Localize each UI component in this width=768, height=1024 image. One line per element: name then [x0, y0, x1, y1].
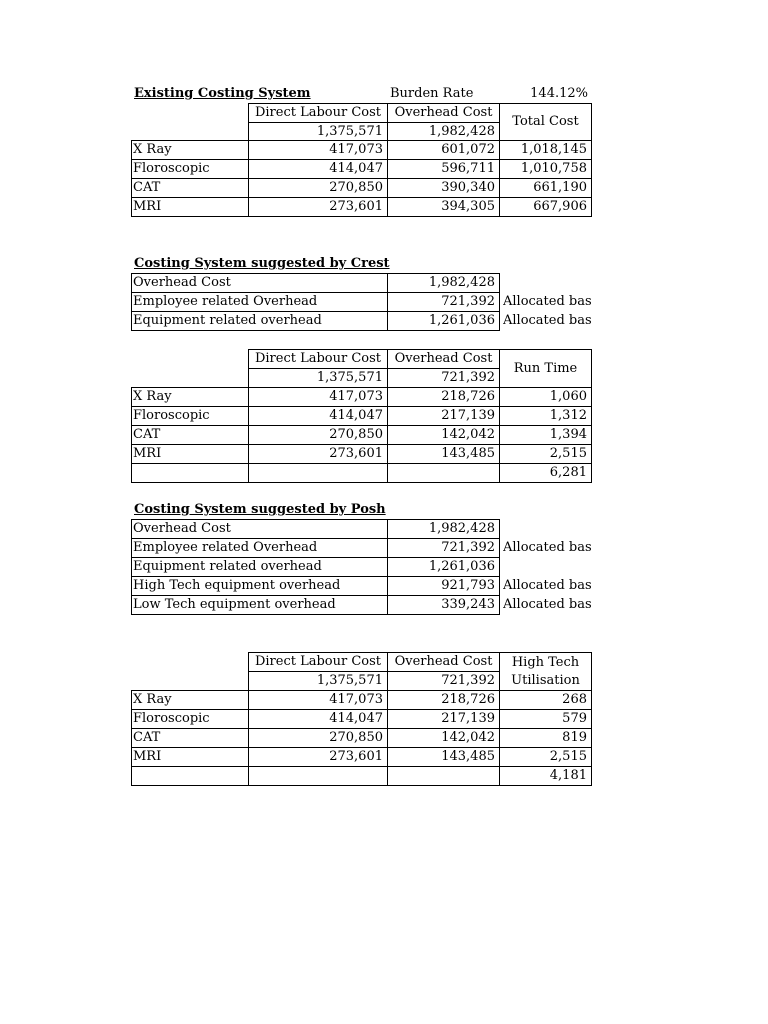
posh-lowtech-note: Allocated bas [503, 597, 592, 612]
row-name: MRI [133, 446, 162, 461]
posh-hightech-note: Allocated bas [503, 578, 592, 593]
row-dlc: 414,047 [329, 408, 383, 423]
existing-total-dlc: 1,375,571 [316, 124, 383, 139]
burden-rate-label: Burden Rate [390, 86, 474, 101]
row-oh: 218,726 [441, 389, 495, 404]
row-name: MRI [133, 199, 162, 214]
posh-utilisation-sum: 4,181 [549, 768, 587, 783]
row-runtime: 1,060 [549, 389, 587, 404]
row-utilisation: 579 [562, 711, 587, 726]
crest-runtime-sum: 6,281 [549, 465, 587, 480]
row-dlc: 270,850 [329, 427, 383, 442]
posh-employee-value: 721,392 [441, 540, 495, 555]
posh-overhead-label: Overhead Cost [133, 521, 231, 536]
existing-total-oh: 1,982,428 [428, 124, 495, 139]
row-name: X Ray [133, 389, 172, 404]
row-dlc: 273,601 [329, 199, 383, 214]
row-dlc: 270,850 [329, 730, 383, 745]
row-oh: 143,485 [441, 749, 495, 764]
crest-title: Costing System suggested by Crest [134, 256, 390, 271]
crest-total-dlc: 1,375,571 [316, 370, 383, 385]
row-oh: 142,042 [441, 730, 495, 745]
existing-header-total: Total Cost [512, 114, 579, 129]
row-name: CAT [133, 730, 161, 745]
row-dlc: 417,073 [329, 142, 383, 157]
row-utilisation: 2,515 [549, 749, 587, 764]
row-name: Floroscopic [133, 408, 210, 423]
posh-title: Costing System suggested by Posh [134, 502, 386, 517]
row-utilisation: 819 [562, 730, 587, 745]
row-oh: 143,485 [441, 446, 495, 461]
posh-equipment-value: 1,261,036 [428, 559, 495, 574]
row-name: MRI [133, 749, 162, 764]
posh-total-dlc: 1,375,571 [316, 673, 383, 688]
row-runtime: 1,394 [549, 427, 587, 442]
crest-employee-label: Employee related Overhead [133, 294, 318, 309]
crest-equipment-value: 1,261,036 [428, 313, 495, 328]
row-name: X Ray [133, 142, 172, 157]
crest-equipment-label: Equipment related overhead [133, 313, 322, 328]
row-dlc: 417,073 [329, 692, 383, 707]
posh-header-hightech: High Tech [511, 655, 580, 670]
row-oh: 394,305 [441, 199, 495, 214]
crest-total-oh: 721,392 [441, 370, 495, 385]
row-oh: 217,139 [441, 408, 495, 423]
posh-lowtech-label: Low Tech equipment overhead [133, 597, 336, 612]
crest-header-runtime: Run Time [513, 361, 578, 376]
posh-total-oh: 721,392 [441, 673, 495, 688]
row-oh: 217,139 [441, 711, 495, 726]
row-total: 1,018,145 [520, 142, 587, 157]
existing-header-dlc: Direct Labour Cost [254, 105, 382, 120]
crest-header-dlc: Direct Labour Cost [254, 351, 382, 366]
row-name: Floroscopic [133, 161, 210, 176]
row-dlc: 414,047 [329, 711, 383, 726]
row-oh: 142,042 [441, 427, 495, 442]
row-runtime: 2,515 [549, 446, 587, 461]
posh-header-utilisation: Utilisation [511, 673, 580, 688]
row-dlc: 417,073 [329, 389, 383, 404]
crest-overhead-value: 1,982,428 [428, 275, 495, 290]
row-total: 1,010,758 [520, 161, 587, 176]
row-total: 667,906 [533, 199, 587, 214]
posh-header-oh: Overhead Cost [394, 654, 493, 669]
row-dlc: 270,850 [329, 180, 383, 195]
posh-overhead-value: 1,982,428 [428, 521, 495, 536]
posh-lowtech-value: 339,243 [441, 597, 495, 612]
row-utilisation: 268 [562, 692, 587, 707]
burden-rate-value: 144.12% [530, 86, 588, 101]
posh-hightech-label: High Tech equipment overhead [133, 578, 341, 593]
posh-header-dlc: Direct Labour Cost [254, 654, 382, 669]
existing-title: Existing Costing System [134, 86, 311, 101]
row-name: Floroscopic [133, 711, 210, 726]
row-oh: 596,711 [441, 161, 495, 176]
row-name: X Ray [133, 692, 172, 707]
crest-header-oh: Overhead Cost [394, 351, 493, 366]
posh-equipment-label: Equipment related overhead [133, 559, 322, 574]
crest-equipment-note: Allocated bas [503, 313, 592, 328]
existing-header-oh: Overhead Cost [394, 105, 493, 120]
posh-employee-label: Employee related Overhead [133, 540, 318, 555]
row-oh: 218,726 [441, 692, 495, 707]
row-oh: 601,072 [441, 142, 495, 157]
row-total: 661,190 [533, 180, 587, 195]
crest-overhead-label: Overhead Cost [133, 275, 231, 290]
row-name: CAT [133, 427, 161, 442]
row-runtime: 1,312 [549, 408, 587, 423]
row-dlc: 414,047 [329, 161, 383, 176]
posh-hightech-value: 921,793 [441, 578, 495, 593]
row-dlc: 273,601 [329, 446, 383, 461]
posh-employee-note: Allocated bas [503, 540, 592, 555]
crest-employee-value: 721,392 [441, 294, 495, 309]
row-dlc: 273,601 [329, 749, 383, 764]
row-name: CAT [133, 180, 161, 195]
row-oh: 390,340 [441, 180, 495, 195]
crest-employee-note: Allocated bas [503, 294, 592, 309]
